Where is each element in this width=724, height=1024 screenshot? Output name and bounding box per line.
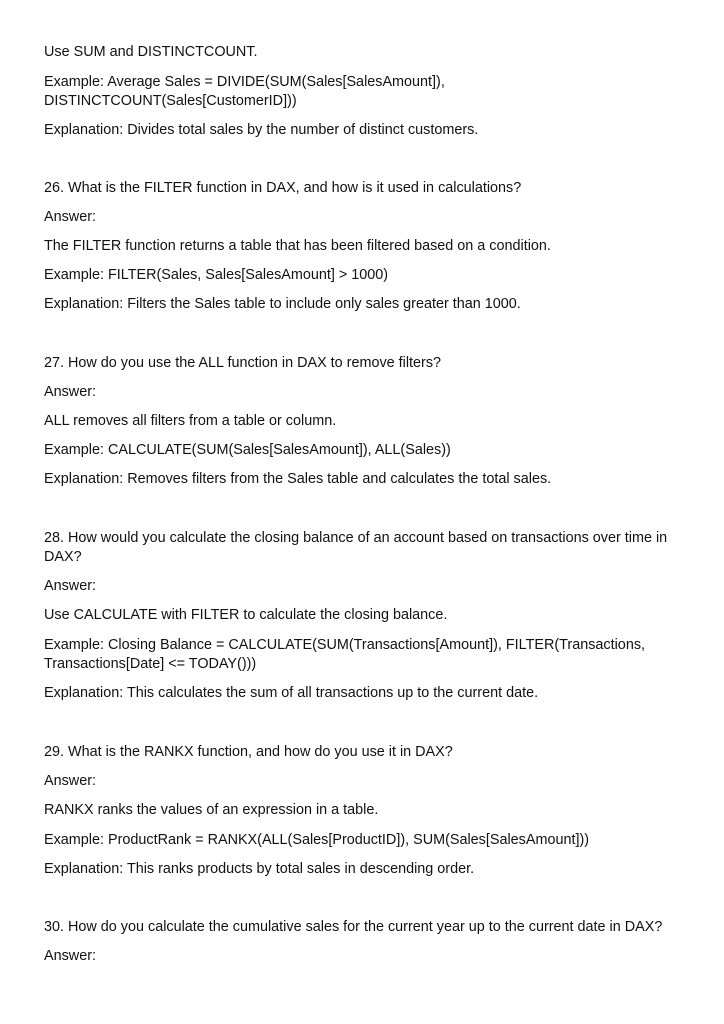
question-28-cont: DAX? xyxy=(44,549,82,565)
answer-label: Answer: xyxy=(44,578,96,594)
answer-text: ALL removes all filters from a table or column. xyxy=(44,413,337,429)
question-26: 26. What is the FILTER function in DAX, and how is it used in calculations? xyxy=(44,180,522,196)
answer-text: The FILTER function returns a table that has been filtered based on a condition. xyxy=(44,238,551,254)
question-29: 29. What is the RANKX function, and how do you use it in DAX? xyxy=(44,744,453,760)
answer-text: Use SUM and DISTINCTCOUNT. xyxy=(44,44,258,60)
answer-label: Answer: xyxy=(44,948,96,964)
explanation-text: Explanation: This ranks products by total sales in descending order. xyxy=(44,861,475,877)
answer-label: Answer: xyxy=(44,384,96,400)
explanation-text: Explanation: Removes filters from the Sales table and calculates the total sales. xyxy=(44,471,552,487)
explanation-text: Explanation: Divides total sales by the number of distinct customers. xyxy=(44,122,479,138)
example-text-cont: Transactions[Date] <= TODAY())) xyxy=(44,656,257,672)
example-text-cont: DISTINCTCOUNT(Sales[CustomerID])) xyxy=(44,93,297,109)
answer-label: Answer: xyxy=(44,209,96,225)
example-text: Example: Closing Balance = CALCULATE(SUM(Transactions[Amount]), FILTER(Transactions, xyxy=(44,637,646,653)
example-text: Example: ProductRank = RANKX(ALL(Sales[ProductID]), SUM(Sales[SalesAmount])) xyxy=(44,832,590,848)
answer-text: RANKX ranks the values of an expression in a table. xyxy=(44,802,379,818)
example-text: Example: Average Sales = DIVIDE(SUM(Sales[SalesAmount]), xyxy=(44,74,445,90)
answer-label: Answer: xyxy=(44,773,96,789)
example-text: Example: FILTER(Sales, Sales[SalesAmount] > 1000) xyxy=(44,267,389,283)
question-27: 27. How do you use the ALL function in DAX to remove filters? xyxy=(44,355,442,371)
example-text: Example: CALCULATE(SUM(Sales[SalesAmount]), ALL(Sales)) xyxy=(44,442,451,458)
question-30: 30. How do you calculate the cumulative sales for the current year up to the current date in DAX? xyxy=(44,919,663,935)
explanation-text: Explanation: This calculates the sum of all transactions up to the current date. xyxy=(44,685,539,701)
explanation-text: Explanation: Filters the Sales table to include only sales greater than 1000. xyxy=(44,296,521,312)
question-28: 28. How would you calculate the closing balance of an account based on transactions over time in xyxy=(44,530,668,546)
answer-text: Use CALCULATE with FILTER to calculate the closing balance. xyxy=(44,607,448,623)
